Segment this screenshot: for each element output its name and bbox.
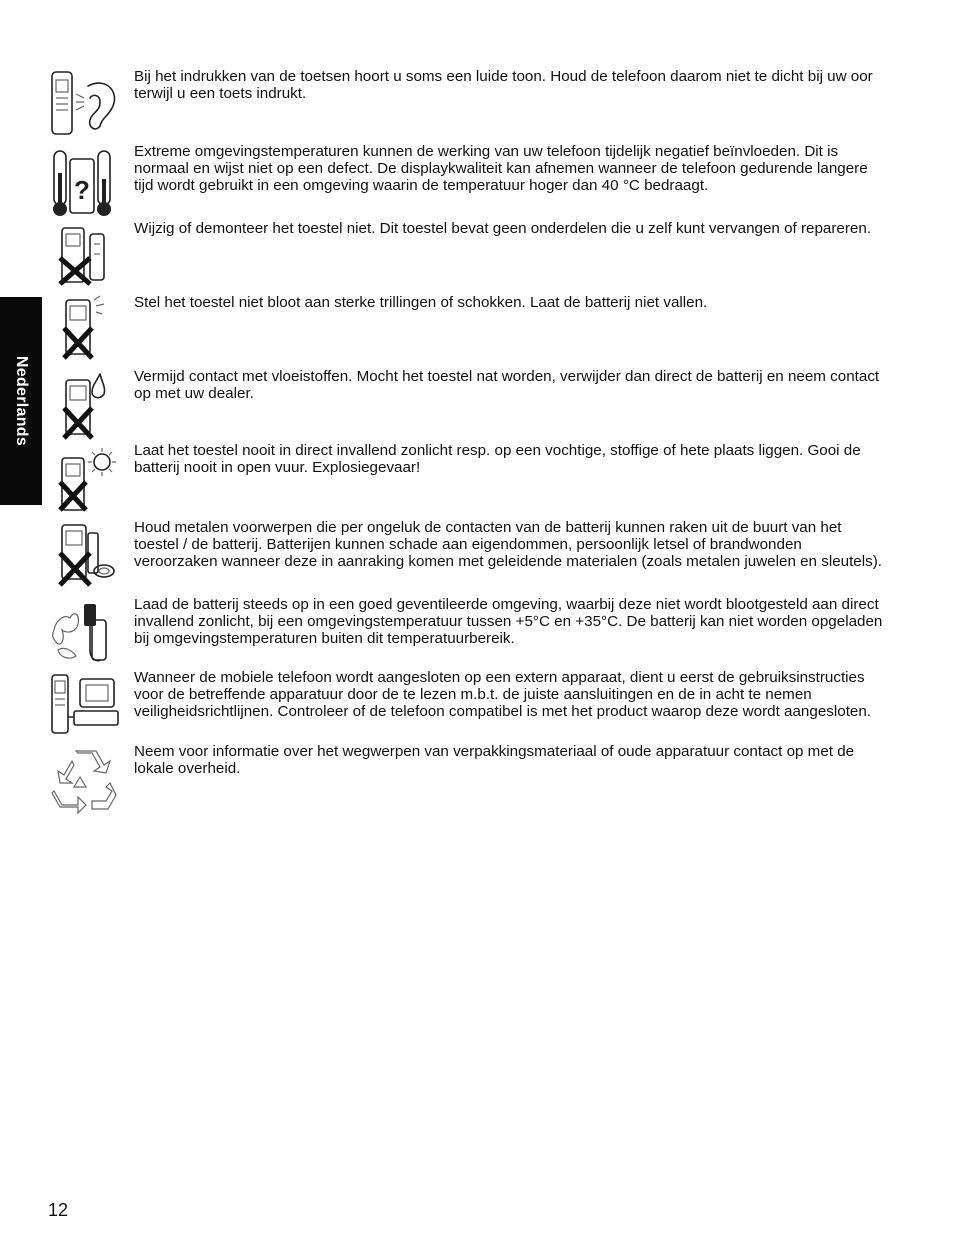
phone-ear-icon (50, 68, 120, 138)
entry-text: Extreme omgevingstemperaturen kunnen de werking van uw telefoon tijdelijk negatief beïnvloeden. Dit is normaal en wijst niet op een defect. De displaykwaliteit kan afnemen wanneer de telefoon gedurende langere tijd wordt gebruikt in een omgeving waarin de temperatuur hoger dan 40 °C bedraagt. (134, 143, 868, 194)
external-device-icon (50, 671, 120, 737)
language-tab-label: Nederlands (13, 355, 30, 447)
entry-text: Vermijd contact met vloeistoffen. Mocht het toestel nat worden, verwijder dan direct de batterij en neem contact op met uw dealer. (134, 368, 880, 402)
language-tab (0, 297, 42, 505)
no-sun-heat-icon (50, 448, 120, 514)
entry-text: Stel het toestel niet bloot aan sterke trillingen of schokken. Laat de batterij niet vallen. (134, 294, 708, 311)
entry-text: Laad de batterij steeds op in een goed geventileerde omgeving, waarbij deze niet wordt blootgesteld aan direct invallend zonlicht, bij een omgevingstemperatuur tussen +5°C en +35°C. De batterij kan niet worden opgeladen bij omgevingstemperaturen buiten dit temperatuurbereik. (134, 596, 883, 647)
entry-text: Bij het indrukken van de toetsen hoort u soms een luide toon. Houd de telefoon daarom niet te dicht bij uw oor terwijl u een toets indrukt. (134, 68, 873, 102)
entry-text: Wanneer de mobiele telefoon wordt aangesloten op een extern apparaat, dient u eerst de gebruiksinstructies voor de betreffende apparatuur door de te lezen m.b.t. de juiste aansluitingen en de in acht te nemen veiligheidsrichtlijnen. Controleer of de telefoon compatibel is met het product waarop deze wordt aangesloten. (134, 669, 872, 720)
entry-text: Wijzig of demonteer het toestel niet. Dit toestel bevat geen onderdelen die u zelf kunt vervangen of repareren. (134, 220, 872, 237)
page-number: 12 (48, 1200, 69, 1220)
entry-text: Houd metalen voorwerpen die per ongeluk de contacten van de batterij kunnen raken uit de buurt van het toestel / de batterij. Batterijen kunnen schade aan eigendommen, persoonlijk letsel of brandwonden veroorzaken wanneer deze in aanraking komen met geleidende materialen (zoals metalen juwelen en sleutels). (134, 519, 882, 570)
entry-text: Laat het toestel nooit in direct invallend zonlicht resp. op een vochtige, stoffige of hete plaats liggen. Gooi de batterij nooit in open vuur. Explosiegevaar! (134, 442, 861, 476)
no-shock-icon (50, 294, 120, 362)
no-metal-contact-icon (50, 521, 120, 589)
no-disassembly-icon (50, 224, 120, 288)
thermometer-icon (50, 149, 120, 217)
charging-icon (50, 600, 120, 664)
no-liquid-icon (50, 372, 120, 440)
entry-text: Neem voor informatie over het wegwerpen van verpakkingsmateriaal of oude apparatuur contact op met de lokale overheid. (134, 743, 855, 777)
recycle-icon (50, 747, 120, 815)
svg-text:?: ? (74, 175, 90, 205)
